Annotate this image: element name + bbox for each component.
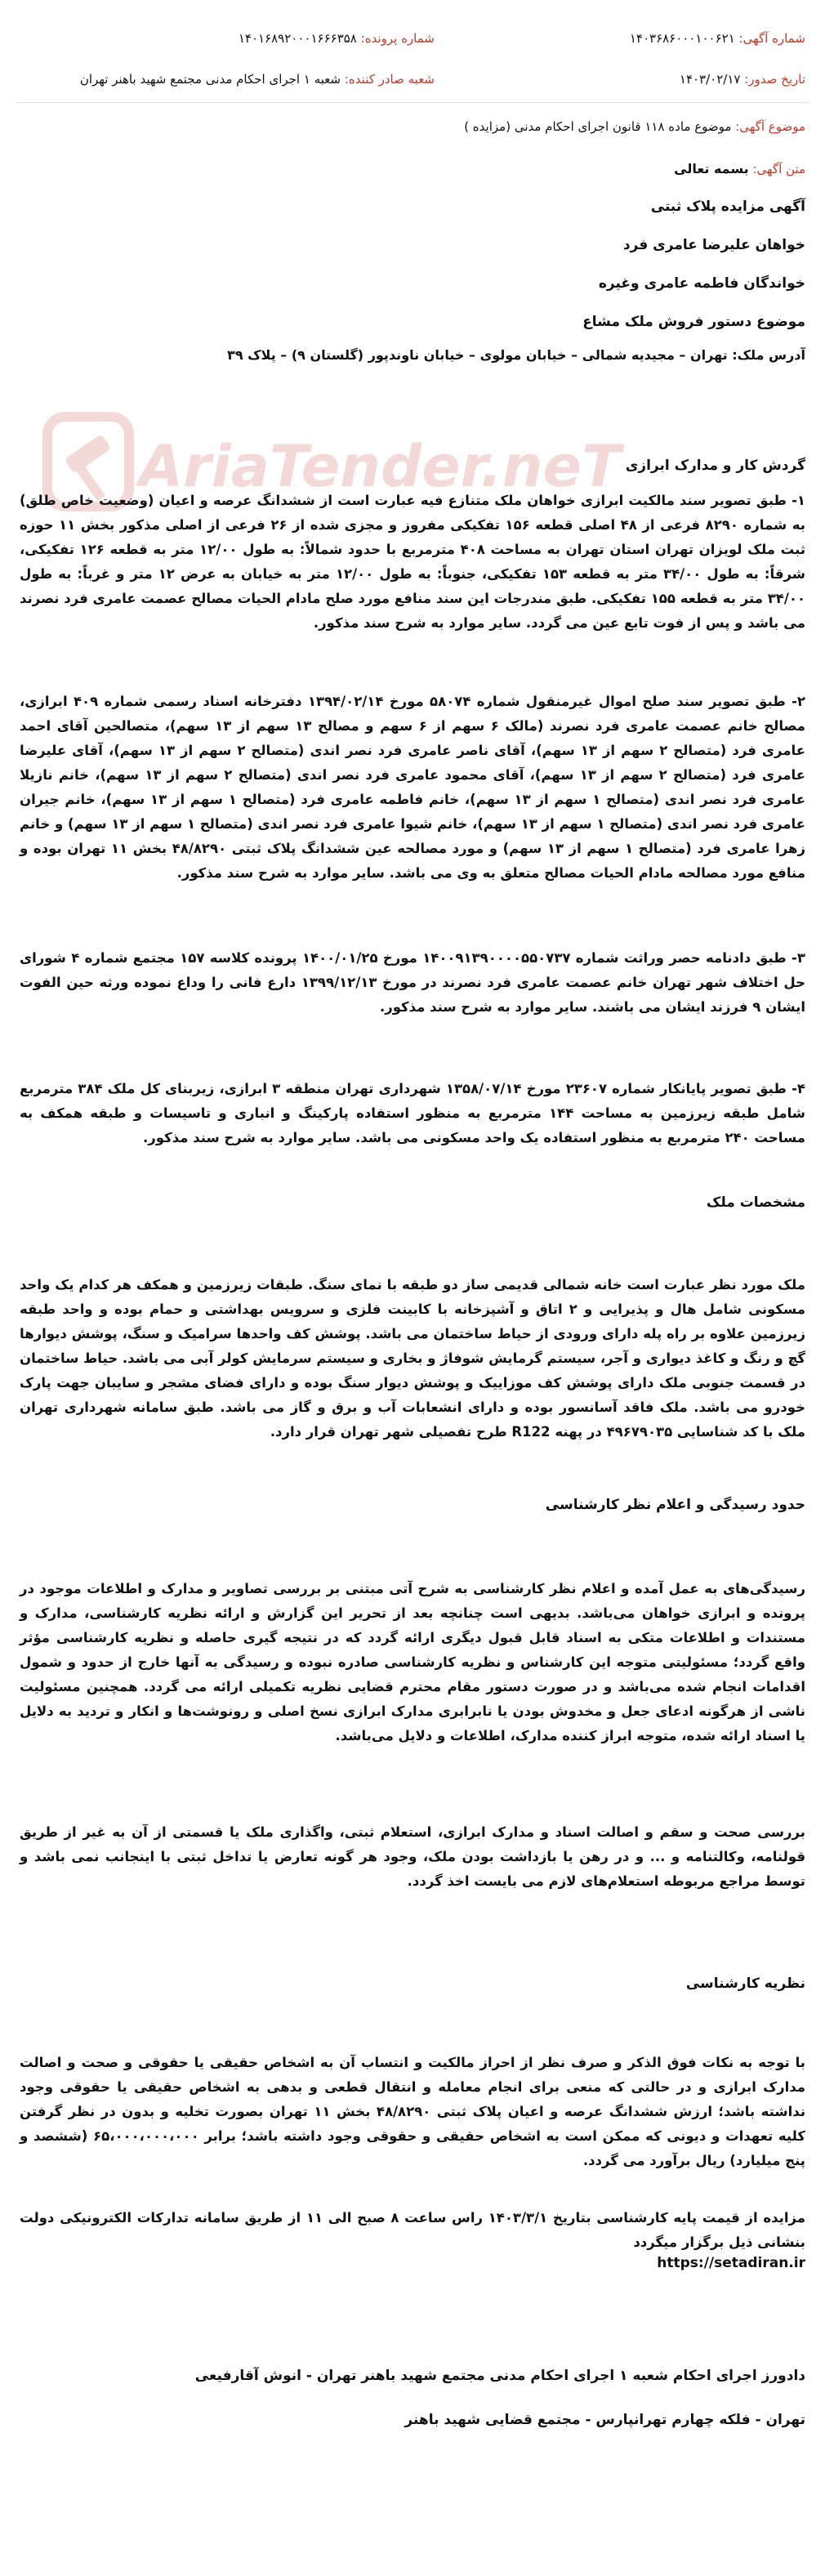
branch-value: شعبه ۱ اجرای احکام مدنی مجتمع شهید باهنر تهران <box>79 72 341 87</box>
intro-address: آدرس ملک: تهران – مجیدیه شمالی – خیابان مولوی – خیابان ناوندپور (گلستان ۹) – پلاک ۳۹ <box>227 347 805 363</box>
body-label: متن آگهی: <box>752 162 805 176</box>
paragraph-4: ۴- طبق تصویر پایانکار شماره ۲۳۶۰۷ مورخ ۱۳۵۸/۰۷/۱۴ شهرداری تهران منطقه ۳ ابرازی، زیربنای کل ملک ۳۸۴ مترمربع شامل طبقه زیرزمین به مساحت ۱۴۴ مترمربع به منظور استفاده پارکینگ و انباری و تاسیسات و طبقه همکف به مساحت ۲۴۰ مترمربع به منظور استفاده یک واحد مسکونی می باشد. سایر موارد به شرح سند مذکور. <box>20 1081 805 1145</box>
intro-bismillah: بسمه تعالی <box>674 161 749 176</box>
paragraph-6: رسیدگی‌های به عمل آمده و اعلام نظر کارشناسی به شرح آتی مبتنی بر بررسی تصاویر و مدارک و اطلاعات موجود در پرونده و ابرازی خواهان می‌باشد. بدیهی است چنانچه بعد از تحریر این گزارش و ارائه نظریه کارشناسی، مدارک و مستندات و اطلاعات متکی به اسناد قابل قبول دیگری ارائه گردد که در نتیجه گیری حاصله و نظریه کارشناسی مؤثر واقع گردد؛ مسئولیتی متوجه این کارشناس و نظریه کارشناسی صادره نبوده و رسیدگی به آنها خارج از حدود و شمول اقدامات انجام شده می‌باشد و در صورت دستور مقام محترم قضایی نظریه تکمیلی ارائه می گردد. همچنین مسئولیت ناشی از هرگونه ادعای جعل و مخدوش بودن یا نابرابری مدارک ابرازی نسخ اصلی و رونوشت‌ها و انکار و تردید به دلایل یا اسناد ارائه شده، متوجه ابراز کننده مدارک، اطلاعات و دلایل می‌باشد. <box>20 1581 805 1743</box>
file-number-label: شماره پرونده: <box>360 31 435 46</box>
file-number <box>239 31 435 46</box>
setad-link-row <box>20 2255 805 2271</box>
issue-date <box>680 72 805 87</box>
ad-subject <box>464 119 805 134</box>
subject-label: موضوع آگهی: <box>735 119 805 134</box>
section-heading-process: گردش کار و مدارک ابرازی <box>625 458 805 474</box>
file-number-value: ۱۴۰۱۶۸۹۲۰۰۰۱۶۶۶۳۵۸ <box>238 31 357 46</box>
paragraph-7: بررسی صحت و سقم و اصالت اسناد و مدارک ابرازی، استعلام ثبتی، واگذاری ملک یا قسمتی از آن به غیر از طریق قولنامه، وکالتنامه و ... و در رهن یا بازداشت بودن ملک، وجود هر گونه تعارض یا تداخل ثبتی با اینجانب نمی باشد و توسط مراجع مربوطه استعلام‌های لازم می بایست اخذ گردد. <box>20 1824 805 1889</box>
paragraph-1: ۱- طبق تصویر سند مالکیت ابرازی خواهان ملک متنازع فیه عبارت است از ششدانگ عرصه و اعیان (وضعیت خاص طلق) به شماره ۸۲۹۰ فرعی از ۴۸ اصلی قطعه ۱۵۶ تفکیکی مفروز و مجزی شده از ۲۶ فرعی از اصلی مذکور بخش ۱۱ حوزه ثبت ملک لویزان تهران استان تهران به مساحت ۴۰۸ مترمربع با حدود شمالاً: به طول ۱۲/۰۰ متر به قطعه ۱۲۶ تفکیکی، شرقاً: به طول ۳۴/۰۰ متر به قطعه ۱۵۳ تفکیکی، جنوباً: به طول ۱۲/۰۰ متر به خیابان به عرض ۱۲ متر و غرباً: به طول ۳۴/۰۰ متر به قطعه ۱۵۵ تفکیکی. طبق مندرجات این سند منافع مورد صلح مادام الحیات مصالح عصمت عامری فرد نصرند می باشد و پس از فوت تابع عین می گردد. سایر موارد به شرح سند مذکور. <box>20 493 806 631</box>
paragraph-2: ۲- طبق تصویر سند صلح اموال غیرمنقول شماره ۵۸۰۷۴ مورخ ۱۳۹۴/۰۲/۱۴ دفترخانه اسناد رسمی شماره ۴۰۹ ابرازی، مصالح خانم عصمت عامری فرد نصرند (مالک ۶ سهم از ۶ سهم و مصالح ۱۳ سهم از ۱۳ سهم)، متصالحین آقای احمد عامری فرد (متصالح ۲ سهم از ۱۳ سهم)، آقای ناصر عامری فرد نصر اندی (متصالح ۲ سهم از ۱۳ سهم)، آقای علیرضا عامری فرد (متصالح ۲ سهم از ۱۳ سهم)، آقای محمود عامری فرد نصر اندی (متصالح ۲ سهم از ۱۳ سهم)، خانم نازیلا عامری فرد نصر اندی (متصالح ۱ سهم از ۱۳ سهم)، خانم فاطمه عامری فرد (متصالح ۱ سهم از ۱۳ سهم)، خانم جیران عامری فرد نصر اندی (متصالح ۱ سهم از ۱۳ سهم)، خانم شیوا عامری فرد نصر اندی (متصالح ۱ سهم از ۱۳ سهم) و خانم زهرا عامری فرد (متصالح ۱ سهم از ۱۳ سهم) و مورد مصالحه عین ششدانگ پلاک ثبتی ۴۸/۸۲۹۰ بخش ۱۱ تهران بوده و منافع مورد مصالحه مادام الحیات مصالح متعلق به وی می باشد. سایر موارد به شرح سند مذکور. <box>20 694 806 881</box>
footer-address: تهران - فلکه چهارم تهرانپارس - مجتمع قضایی شهید باهنر <box>404 2412 805 2428</box>
issue-date-label: تاریخ صدور: <box>744 72 805 87</box>
section-heading-opinion: نظریه کارشناسی <box>685 1976 805 1992</box>
header-divider <box>16 102 809 103</box>
section-heading-specs: مشخصات ملک <box>706 1194 805 1211</box>
setad-link[interactable]: https://setadiran.ir <box>657 2255 805 2271</box>
paragraph-3: ۳- طبق دادنامه حصر وراثت شماره ۱۴۰۰۹۱۳۹۰۰۰۰۵۵۰۷۳۷ مورخ ۱۴۰۰/۰۱/۲۵ پرونده کلاسه ۱۵۷ مجتمع شماره ۴ شورای حل اختلاف شهر تهران خانم عصمت عامری فرد نصرند در مورخ ۱۳۹۹/۱۲/۱۳ دارع فانی را وداع نموده ورثه حین الفوت ایشان ۹ فرزند ایشان می باشند. سایر موارد به شرح سند مذکور. <box>20 950 805 1015</box>
intro-title: آگهی مزایده پلاک ثبتی <box>650 199 805 215</box>
subject-value: موضوع ماده ۱۱۸ قانون اجرای احکام مدنی (مزایده ) <box>464 119 732 134</box>
section-heading-review: حدود رسیدگی و اعلام نظر کارشناسی <box>545 1497 805 1513</box>
ad-number-value: ۱۴۰۳۶۸۶۰۰۰۱۰۰۶۲۱ <box>629 31 735 46</box>
paragraph-5: ملک مورد نظر عبارت است خانه شمالی قدیمی ساز دو طبقه با نمای سنگ. طبقات زیرزمین و همکف هر کدام یک واحد مسکونی شامل هال و پذیرایی و ۲ اتاق و آشپزخانه با کابینت فلزی و سرویس بهداشتی و حمام بوده و واحد طبقه زیرزمین علاوه بر راه پله دارای ورودی از حیاط ساختمان می باشد. پوشش کف واحدها سرامیک و سنگ، پوشش دیوارها گچ و رنگ و کاغذ دیواری و آجر، سیستم گرمایش شوفاژ و بخاری و سیستم سرمایش کولر آبی می باشد. حیاط ساختمان در قسمت جنوبی ملک دارای پوشش کف موزاییک و پوشش دیوار سنگ بوده و دارای فضای مشجر و سایبان جهت پارک خودرو می باشد. ملک فاقد آسانسور بوده و دارای انشعابات آب و برق و گاز می باشد. طبق سامانه شهرداری تهران ملک با کد شناسایی ۴۹۶۷۹۰۳۵ در پهنه R122 طرح تفصیلی شهر تهران قرار دارد. <box>20 1277 805 1440</box>
ad-number <box>630 31 805 46</box>
issue-date-value: ۱۴۰۳/۰۲/۱۷ <box>679 72 741 87</box>
paragraph-8: با توجه به نکات فوق الذکر و صرف نظر از احراز مالکیت و انتساب آن به اشخاص حقیقی یا حقوقی و صحت و اصالت مدارک ابرازی و در حالتی که منعی برای انجام معامله و انتقال قطعی و بدهی به اشخاص حقیقی یا حقوقی وجود نداشته باشد؛ ارزش ششدانگ عرصه و اعیان پلاک ثبتی ۴۸/۸۲۹۰ بخش ۱۱ تهران بصورت تخلیه و بدون در نظر گرفتن کلیه تعهدات و دیونی که ممکن است به اشخاص حقیقی و حقوقی وجود داشته باشد؛ برابر ۶۵،۰۰۰،۰۰۰،۰۰۰ (ششصد و پنج میلیارد) ریال برآورد می گردد. <box>20 2055 806 2168</box>
intro-defendants: خواندگان فاطمه عامری وغیره <box>598 275 805 292</box>
issuing-branch <box>80 72 435 87</box>
paragraph-9: مزایده از قیمت پایه کارشناسی بتاریخ ۱۴۰۳/۳/۱ راس ساعت ۸ صبح الی ۱۱ از طریق سامانه تدارکات الکترونیکی دولت بنشانی ذیل برگزار میگردد <box>20 2210 805 2250</box>
signature-line: دادورز اجرای احکام شعبه ۱ اجرای احکام مدنی مجتمع شهید باهنر تهران - انوش آقارفیعی <box>194 2368 805 2384</box>
body-label-row <box>674 161 805 176</box>
watermark-text: AriaTender.neT <box>139 433 621 500</box>
branch-label: شعبه صادر کننده: <box>344 72 435 87</box>
intro-subject: موضوع دستور فروش ملک مشاع <box>582 314 805 330</box>
intro-plaintiff: خواهان علیرضا عامری فرد <box>622 237 805 253</box>
ad-number-label: شماره آگهی: <box>738 31 805 46</box>
